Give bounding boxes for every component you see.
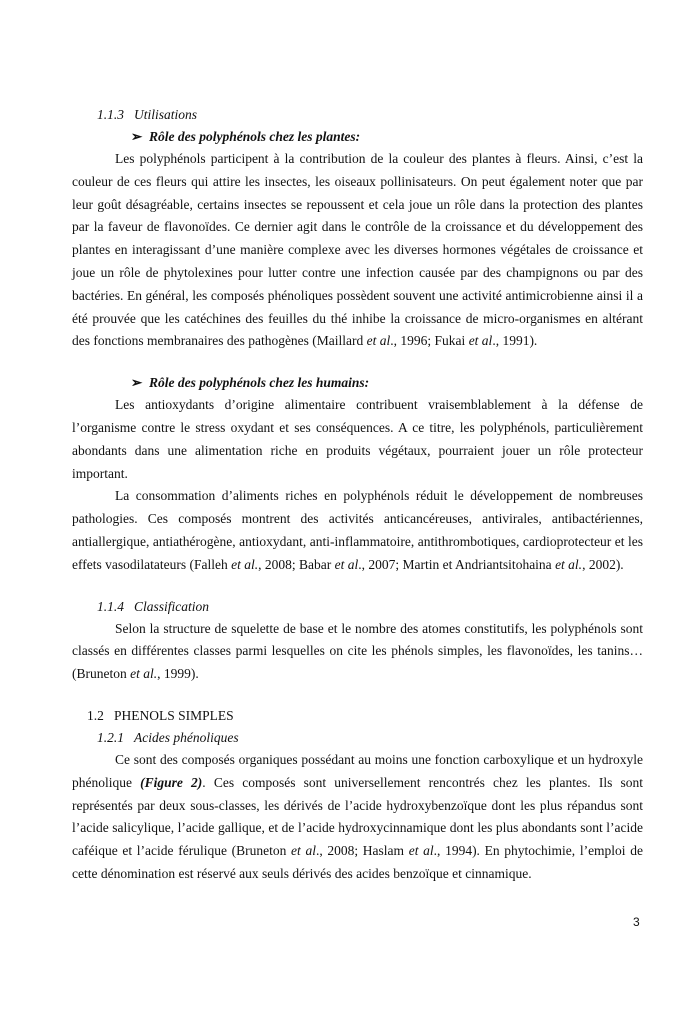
document-page — [72, 104, 643, 886]
paragraph-humains-2: La consommation d’aliments riches en polyphénols réduit le développement de nombreuses pathologies. Ces composés montrent des activités anticancéreuses, antivirales, antibactériennes, antiallergique, antiathérogène, antioxydant, anti-inflammatoire, antithrombotiques, cardioprotecteur et les effets vasodilatateurs (Falleh et al., 2008; Babar et al., 2007; Martin et Andriantsitohaina et al., 2002). — [72, 488, 643, 572]
section-number: 1.1.3 — [97, 107, 124, 122]
paragraph-classification: Selon la structure de squelette de base et le nombre des atomes constitutifs, les polyphénols sont classés en différentes classes parmi lesquelles on cite les phénols simples, les flavonoïdes, les tanins… (Bruneton et al., 1999). — [72, 620, 643, 682]
paragraph-acides-phenoliques: Ce sont des composés organiques possédant au moins une fonction carboxylique et un hydroxyle phénolique (Figure 2). Ces composés sont universellement rencontrés chez les plantes. Ils sont représentés par deux sous-classes, les dérivés de l’acide hydroxybenzoïque dont les plus répandus sont l’acide salicylique, l’acide gallique, et de l’acide hydroxycinnamique dont les plus abondants sont l’acide caféique et l’acide férulique (Bruneton et al., 2008; Haslam et al., 1994). En phytochimie, l’emploi de cette dénomination est réservé aux seuls dérivés des acides benzoïque et cinnamique. — [72, 751, 643, 881]
section-heading-1-1-4 — [97, 596, 643, 618]
section-heading-1-2-1 — [97, 727, 643, 749]
arrow-bullet-icon: ➢ — [131, 375, 143, 391]
figure-reference: (Figure 2) — [140, 774, 203, 790]
arrow-bullet-icon: ➢ — [131, 129, 143, 144]
section-title: Utilisations — [134, 107, 198, 122]
section-title: Acides phénoliques — [134, 729, 239, 745]
paragraph-humains-1: Les antioxydants d’origine alimentaire contribuent vraisemblablement à la défense de l’organisme contre le stress oxydant et ses conséquences. A ce titre, les polyphénols, particulièrement abondants dans une alimentation riche en produits végétaux, pourraient jouer un rôle protecteur important. — [72, 397, 643, 481]
bullet-heading-humains — [131, 372, 643, 394]
section-number: 1.1.4 — [97, 598, 124, 614]
bullet-heading-plantes — [131, 126, 643, 148]
section-number: 1.2.1 — [97, 729, 124, 745]
paragraph-plantes: Les polyphénols participent à la contribution de la couleur des plantes à fleurs. Ainsi, c’est la couleur de ces fleurs qui attire les insectes, les oiseaux pollinisateurs. On peut également noter que par leur goût désagréable, certains insectes se repoussent et cela joue un rôle dans la protection des plantes par la faveur de flavonoïdes. Ce dernier agit dans le contrôle de la croissance et du développement des plantes en interagissant d’une manière complexe avec les diverses hormones végétales de croissance et joue un rôle de phytolexines pour lutter contre une infection causée par des champignons ou par des bactéries. En général, les composés phénoliques possèdent souvent une activité antimicrobienne ainsi il a été prouvée que les catéchines des feuilles du thé inhibe la croissance de micro-organismes en altérant des fonctions membranaires des pathogènes (Maillard et al., 1996; Fukai et al., 1991). — [72, 151, 643, 349]
bullet-text: Rôle des polyphénols chez les humains: — [149, 375, 370, 391]
bullet-text: Rôle des polyphénols chez les plantes: — [149, 129, 361, 144]
section-title: Classification — [134, 598, 210, 614]
section-heading-1-2 — [87, 705, 643, 727]
section-number: 1.2 — [87, 707, 104, 723]
page-number: 3 — [633, 915, 640, 929]
section-title: PHENOLS SIMPLES — [114, 707, 234, 723]
section-heading-1-1-3 — [97, 104, 643, 126]
